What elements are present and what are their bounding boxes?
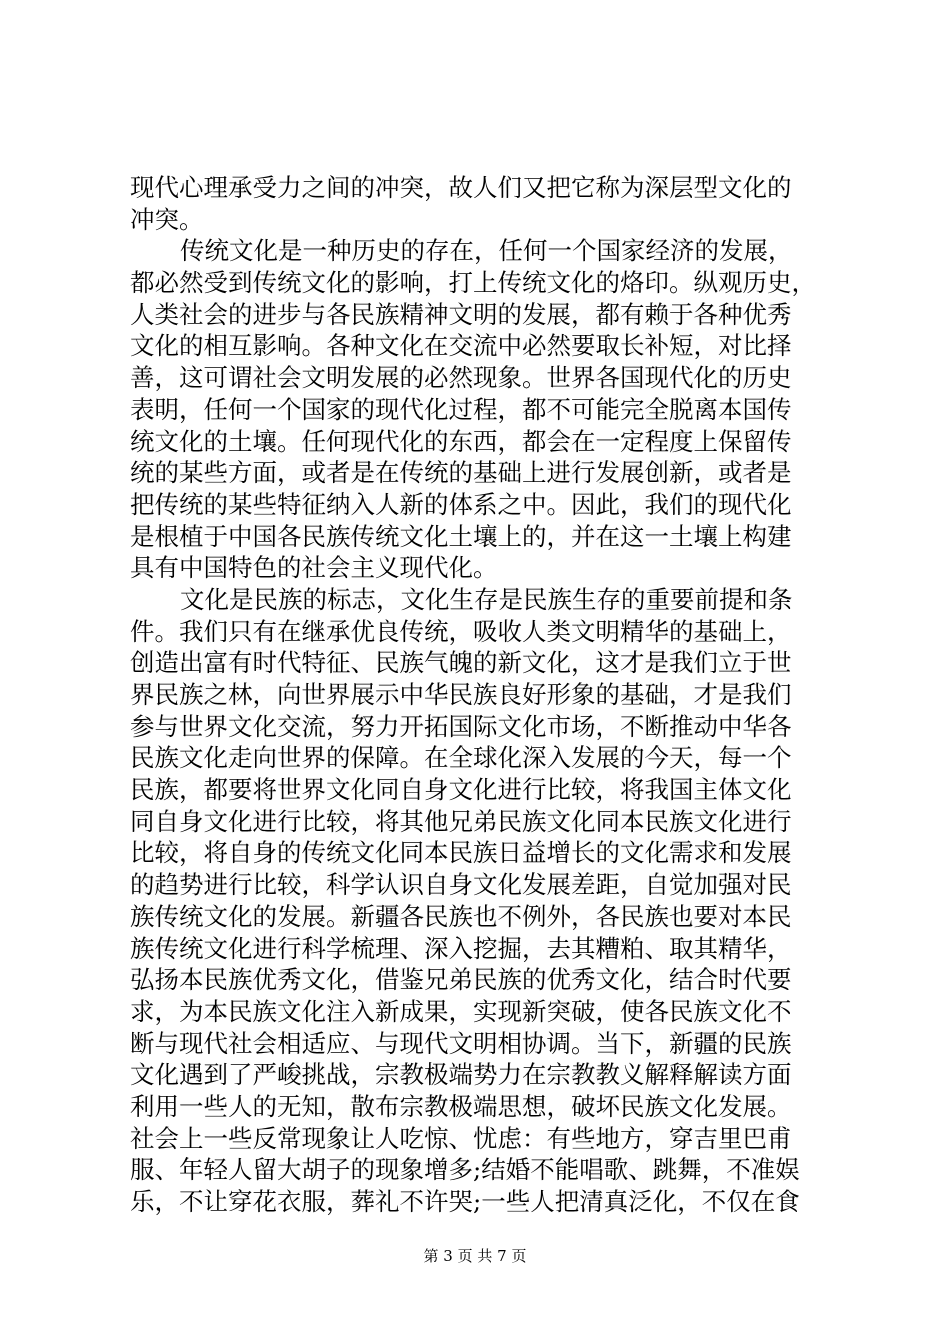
text-line: 表明，任何一个国家的现代化过程，都不可能完全脱离本国传: [130, 394, 792, 424]
text-line: 比较，将自身的传统文化同本民族日益增长的文化需求和发展: [130, 838, 792, 868]
body-text: [130, 172, 830, 1218]
text-line: 现代心理承受力之间的冲突，故人们又把它称为深层型文化的: [130, 173, 792, 202]
text-line: 文化遇到了严峻挑战，宗教极端势力在宗教教义解释解读方面: [130, 1060, 792, 1090]
text-line: 同自身文化进行比较，将其他兄弟民族文化同本民族文化进行: [130, 806, 792, 836]
text-line: 社会上一些反常现象让人吃惊、忧虑：有些地方，穿吉里巴甫: [130, 1123, 792, 1153]
text-line: 界民族之林，向世界展示中华民族良好形象的基础，才是我们: [130, 680, 792, 709]
text-line: 族传统文化进行科学梳理、深入挖掘，去其糟粕、取其精华，: [130, 933, 792, 963]
text-line: 冲突。: [130, 204, 204, 234]
text-line: 参与世界文化交流，努力开拓国际文化市场，不断推动中华各: [130, 711, 792, 741]
text-line: 文化是民族的标志，文化生存是民族生存的重要前提和条: [180, 584, 793, 614]
text-line: 传统文化是一种历史的存在，任何一个国家经济的发展，: [180, 236, 793, 266]
page-footer: 第 3 页 共 7 页: [423, 1247, 527, 1265]
text-line: 服、年轻人留大胡子的现象增多;结婚不能唱歌、跳舞，不准娱: [130, 1155, 800, 1185]
text-line: 文化的相互影响。各种文化在交流中必然要取长补短，对比择: [130, 331, 792, 361]
text-line: 族传统文化的发展。新疆各民族也不例外，各民族也要对本民: [130, 901, 792, 931]
text-line: 的趋势进行比较，科学认识自身文化发展差距，自觉加强对民: [130, 870, 792, 900]
text-line: 是根植于中国各民族传统文化土壤上的，并在这一土壤上构建: [130, 521, 792, 551]
text-line: 乐，不让穿花衣服，葬礼不许哭;一些人把清真泛化，不仅在食: [130, 1187, 800, 1216]
text-line: 民族，都要将世界文化同自身文化进行比较，将我国主体文化: [130, 775, 792, 805]
text-line: 弘扬本民族优秀文化，借鉴兄弟民族的优秀文化，结合时代要: [130, 965, 792, 995]
text-line: 创造出富有时代特征、民族气魄的新文化，这才是我们立于世: [130, 648, 792, 678]
text-line: 统文化的土壤。任何现代化的东西，都会在一定程度上保留传: [130, 426, 792, 456]
text-line: 善，这可谓社会文明发展的必然现象。世界各国现代化的历史: [130, 363, 792, 393]
text-line: 求，为本民族文化注入新成果，实现新突破，使各民族文化不: [130, 996, 792, 1026]
text-line: 利用一些人的无知，散布宗教极端思想，破坏民族文化发展。: [130, 1091, 792, 1121]
text-line: 具有中国特色的社会主义现代化。: [130, 553, 498, 583]
text-line: 民族文化走向世界的保障。在全球化深入发展的今天，每一个: [130, 743, 792, 773]
text-line: 件。我们只有在继承优良传统，吸收人类文明精华的基础上，: [130, 616, 792, 646]
text-line: 统的某些方面，或者是在传统的基础上进行发展创新，或者是: [130, 458, 792, 488]
text-line: 把传统的某些特征纳入人新的体系之中。因此，我们的现代化: [130, 489, 792, 519]
text-line: 人类社会的进步与各民族精神文明的发展，都有赖于各种优秀: [130, 299, 792, 329]
text-line: 都必然受到传统文化的影响，打上传统文化的烙印。纵观历史，: [130, 268, 816, 298]
text-line: 断与现代社会相适应、与现代文明相协调。当下，新疆的民族: [130, 1028, 792, 1058]
